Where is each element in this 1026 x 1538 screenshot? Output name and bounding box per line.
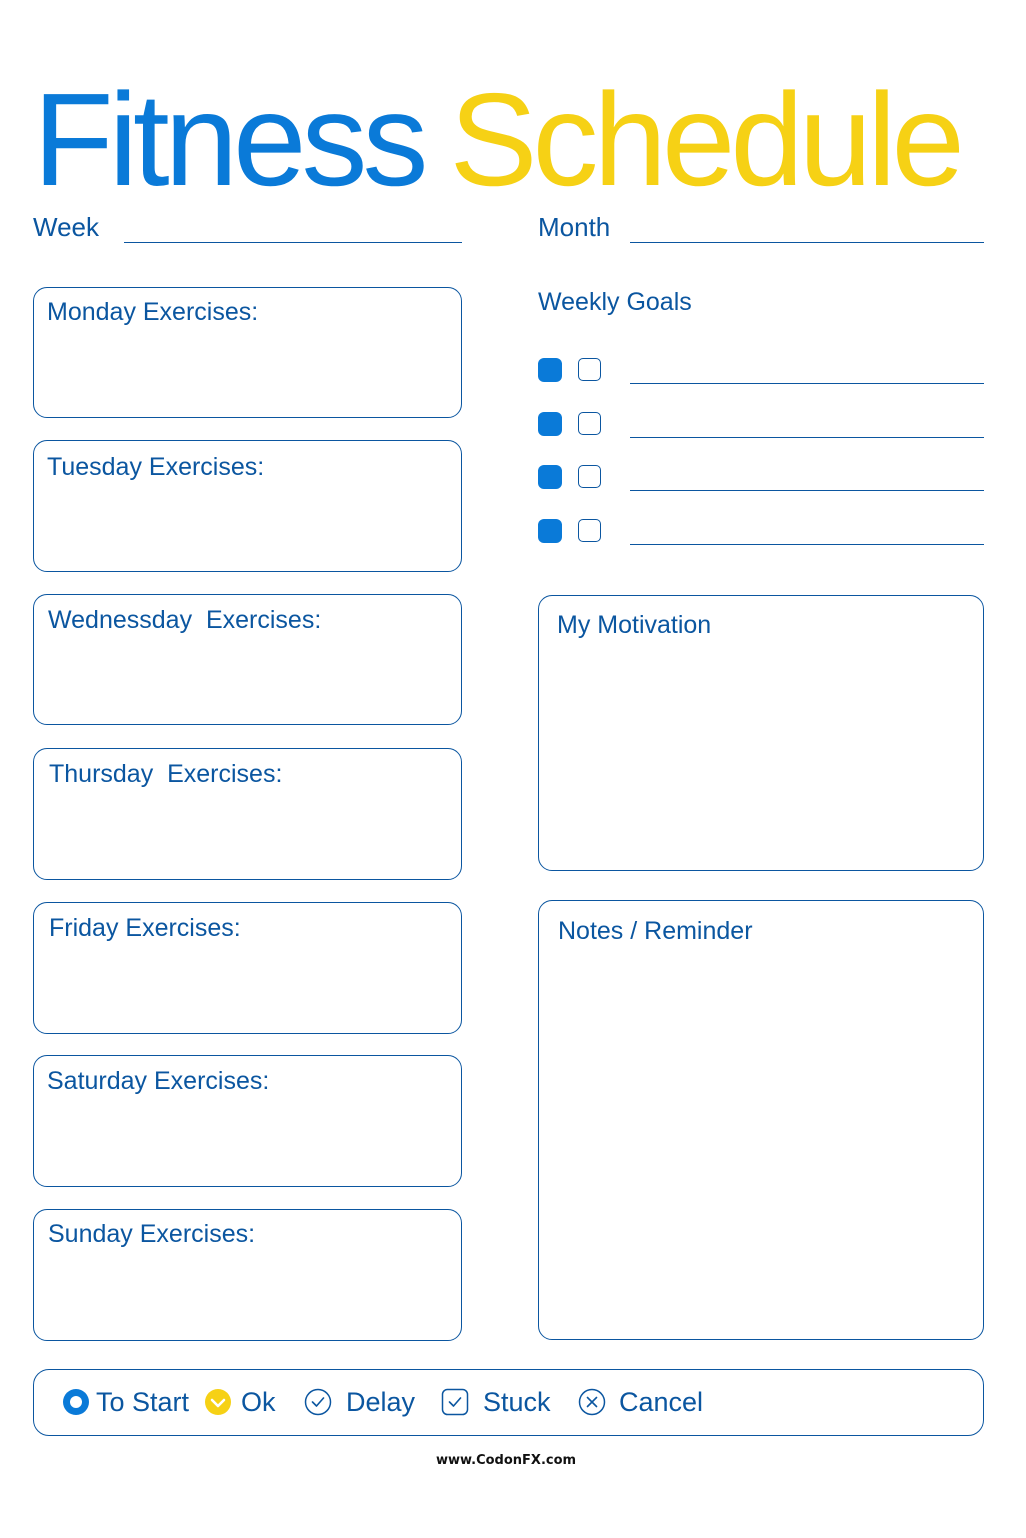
goal-row — [538, 518, 984, 546]
page-title — [33, 66, 960, 213]
month-label: Month — [538, 212, 611, 242]
monday-label: Monday Exercises: — [47, 298, 259, 326]
week-field[interactable] — [124, 242, 462, 243]
goal-marker-filled-icon — [538, 465, 562, 489]
footer-url: www.CodonFX.com — [435, 1453, 577, 1468]
friday-box[interactable] — [33, 902, 462, 1034]
tuesday-label: Tuesday Exercises: — [47, 453, 265, 481]
wednesday-box[interactable] — [33, 594, 462, 725]
saturday-box[interactable] — [33, 1055, 462, 1187]
tuesday-box[interactable] — [33, 440, 462, 572]
status-legend — [33, 1369, 984, 1436]
thursday-box[interactable] — [33, 748, 462, 880]
goal-line-field[interactable] — [630, 383, 984, 384]
title-word-fitness: Fitness — [33, 66, 424, 213]
friday-label: Friday Exercises: — [49, 914, 241, 942]
title-word-schedule: Schedule — [449, 66, 960, 213]
legend-stuck-label: Stuck — [483, 1387, 551, 1417]
notes-title: Notes / Reminder — [558, 917, 753, 945]
goal-row — [538, 411, 984, 439]
goal-line-field[interactable] — [630, 437, 984, 438]
legend-cancel-label: Cancel — [619, 1387, 704, 1417]
goal-checkbox[interactable] — [578, 412, 601, 435]
month-field[interactable] — [630, 242, 984, 243]
motivation-title: My Motivation — [557, 611, 712, 639]
goal-row — [538, 464, 984, 492]
monday-box[interactable] — [33, 287, 462, 418]
goal-row — [538, 357, 984, 385]
goal-line-field[interactable] — [630, 544, 984, 545]
sunday-box[interactable] — [33, 1209, 462, 1341]
check-circle-filled-icon — [204, 1388, 232, 1416]
goal-checkbox[interactable] — [578, 519, 601, 542]
legend-ok-label: Ok — [241, 1387, 276, 1417]
motivation-box[interactable] — [538, 595, 984, 871]
check-circle-outline-icon — [304, 1388, 332, 1416]
saturday-label: Saturday Exercises: — [47, 1067, 270, 1095]
close-circle-outline-icon — [578, 1388, 606, 1416]
goal-checkbox[interactable] — [578, 465, 601, 488]
goal-marker-filled-icon — [538, 519, 562, 543]
weekly-goals-title: Weekly Goals — [538, 288, 692, 316]
notes-box[interactable] — [538, 900, 984, 1340]
goal-line-field[interactable] — [630, 490, 984, 491]
goal-checkbox[interactable] — [578, 358, 601, 381]
week-label: Week — [33, 212, 99, 242]
thursday-label: Thursday Exercises: — [49, 760, 283, 788]
legend-to-start-label: To Start — [96, 1387, 190, 1417]
sunday-label: Sunday Exercises: — [48, 1220, 256, 1248]
check-square-outline-icon — [441, 1388, 469, 1416]
wednesday-label: Wednessday Exercises: — [48, 606, 322, 634]
goal-marker-filled-icon — [538, 412, 562, 436]
radio-filled-icon — [62, 1388, 90, 1416]
goal-marker-filled-icon — [538, 358, 562, 382]
legend-delay-label: Delay — [346, 1387, 416, 1417]
